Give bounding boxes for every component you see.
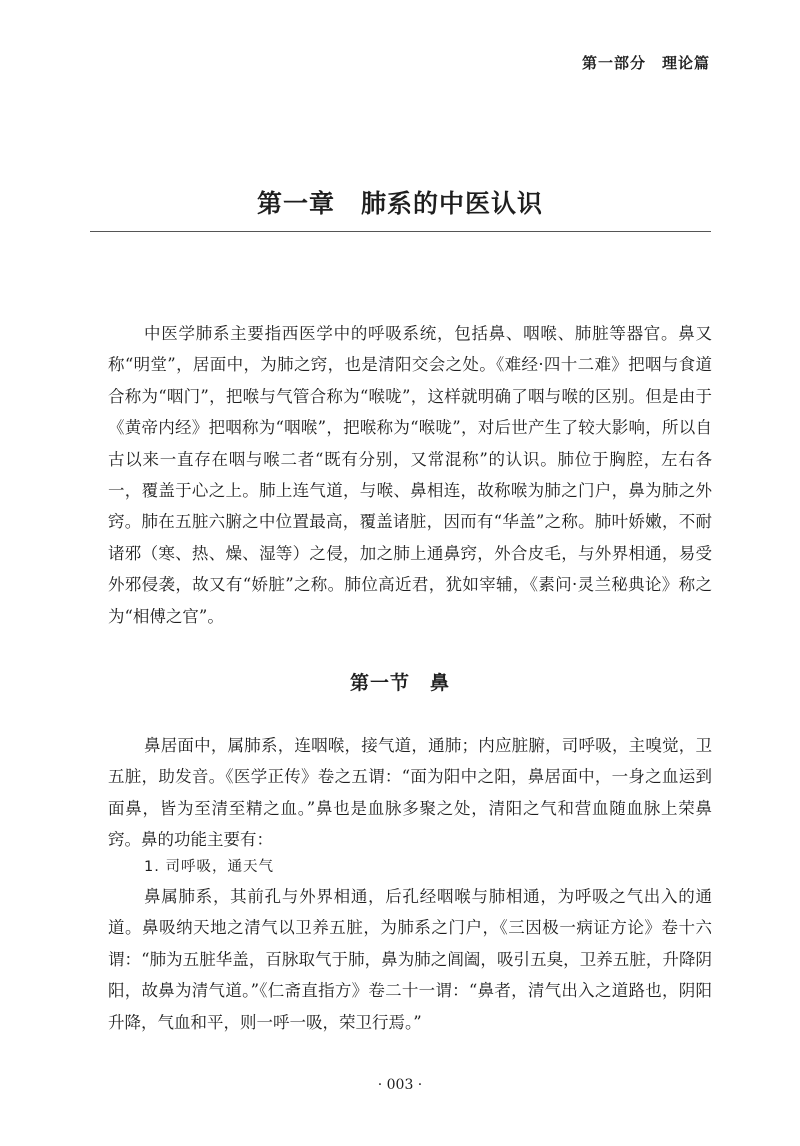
running-header: 第一部分 理论篇 — [581, 54, 710, 72]
subheading: 1. 司呼吸，通天气 — [144, 859, 274, 875]
chapter-divider — [90, 231, 711, 232]
intro-paragraph: 中医学肺系主要指西医学中的呼吸系统，包括鼻、咽喉、肺脏等器官。鼻又称“明堂”，居面中，为肺之窍，也是清阳交会之处。《难经·四十二难》把咽与食道合称为“咽门”，把喉与气管合称为“喉咙”，这样就明确了咽与喉的区别。但是由于《黄帝内经》把咽称为“咽喉”，把喉称为“喉咙”，对后世产生了较大影响，所以自古以来一直存在咽与喉二者“既有分别，又常混称”的认识。肺位于胸腔，左右各一，覆盖于心之上。肺上连气道，与喉、鼻相连，故称喉为肺之门户，鼻为肺之外窍。肺在五脏六腑之中位置最高，覆盖诸脏，因而有“华盖”之称。肺叶娇嫩，不耐诸邪（寒、热、燥、湿等）之侵，加之肺上通鼻窍，外合皮毛，与外界相通，易受外邪侵袭，故又有“娇脏”之称。肺位高近君，犹如宰辅，《素问·灵兰秘典论》称之为“相傅之官”。 — [108, 324, 712, 626]
section-paragraph: 鼻居面中，属肺系，连咽喉，接气道，通肺；内应脏腑，司呼吸，主嗅觉，卫五脏，助发音。《医学正传》卷之五谓：“面为阳中之阳，鼻居面中，一身之血运到面鼻，皆为至清至精之血。”鼻也是血脉多聚之处，清阳之气和营血随血脉上荣鼻窍。鼻的功能主要有： — [108, 736, 712, 850]
page-number: · 003 · — [377, 1077, 423, 1093]
section-title: 第一节 鼻 — [349, 672, 450, 694]
chapter-title: 第一章 肺系的中医认识 — [256, 189, 543, 218]
section-paragraph-2: 鼻属肺系，其前孔与外界相通，后孔经咽喉与肺相通，为呼吸之气出入的通道。鼻吸纳天地之清气以卫养五脏，为肺系之门户，《三因极一病证方论》卷十六谓：“肺为五脏华盖，百脉取气于肺，鼻为肺之阊阖，吸引五臭，卫养五脏，升降阴阳，故鼻为清气道。”《仁斋直指方》卷二十一谓：“鼻者，清气出入之道路也，阴阳升降，气血和平，则一呼一吸，荣卫行焉。” — [108, 887, 712, 1032]
